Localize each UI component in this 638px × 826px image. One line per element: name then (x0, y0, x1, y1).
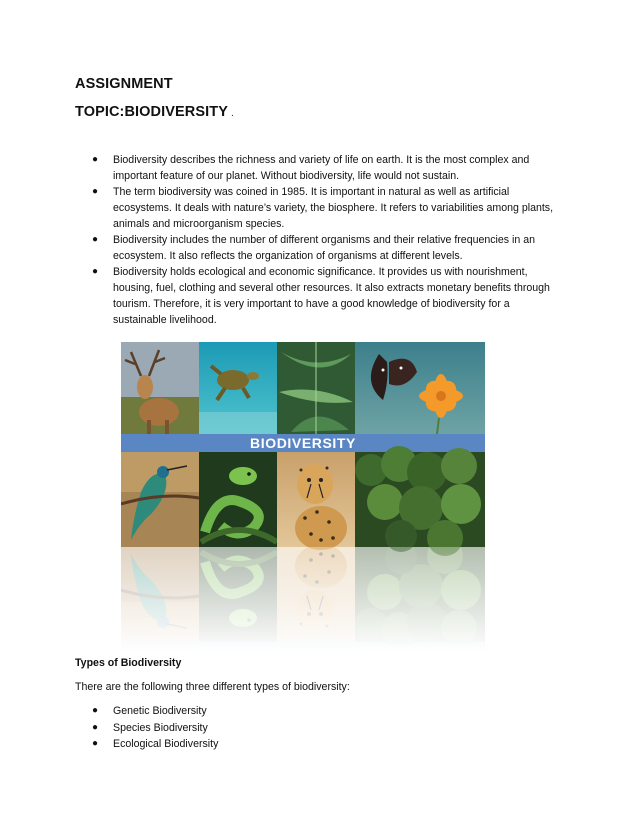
bullet-icon: ● (92, 186, 99, 197)
biodiversity-collage-image (121, 342, 485, 652)
bullet-text: The term biodiversity was coined in 1985. It is important in natural as well as artificial ecosystems. It deals with nature’s variety, the biosphere. It refers to variabilities among plants, animals and microorganism species. (113, 186, 554, 230)
types-heading: Types of Biodiversity (75, 657, 182, 669)
bullet-icon: ● (92, 234, 99, 245)
bullet-icon: ● (92, 721, 99, 733)
list-item (75, 232, 555, 264)
bullet-icon: ● (92, 266, 99, 277)
biodiversity-bullet-list (75, 152, 555, 328)
list-item (75, 152, 555, 184)
topic-suffix: . (231, 108, 234, 119)
bullet-icon: ● (92, 738, 99, 749)
banner-text: BIODIVERSITY (250, 435, 356, 451)
topic-heading (75, 104, 234, 120)
list-item (75, 736, 218, 753)
assignment-heading: ASSIGNMENT (75, 76, 173, 92)
type-label: Species Biodiversity (113, 721, 208, 734)
bullet-icon: ● (92, 705, 99, 716)
types-list (75, 703, 218, 753)
type-label: Ecological Biodiversity (113, 738, 219, 750)
bullet-text: Biodiversity describes the richness and variety of life on earth. It is the most complex and important feature of our planet. Without biodiversity, life would not sustain. (113, 154, 530, 182)
list-item (75, 184, 555, 232)
types-intro: There are the following three different types of biodiversity: (75, 681, 350, 693)
type-label: Genetic Biodiversity (113, 705, 207, 717)
list-item (75, 720, 218, 737)
list-item (75, 264, 555, 328)
bullet-icon: ● (92, 154, 99, 165)
topic-title: TOPIC:BIODIVERSITY (75, 104, 228, 120)
list-item (75, 703, 218, 720)
bullet-text: Biodiversity holds ecological and economic significance. It provides us with nourishment, housing, fuel, clothing and several other resources. It also extracts monetary benefits through tourism. Therefore, it is very important to have a good knowledge of biodiversity for a sustainable livelihood. (113, 266, 550, 326)
bullet-text: Biodiversity includes the number of different organisms and their relative frequencies in an ecosystem. It also reflects the organization of organisms at different levels. (113, 234, 536, 262)
